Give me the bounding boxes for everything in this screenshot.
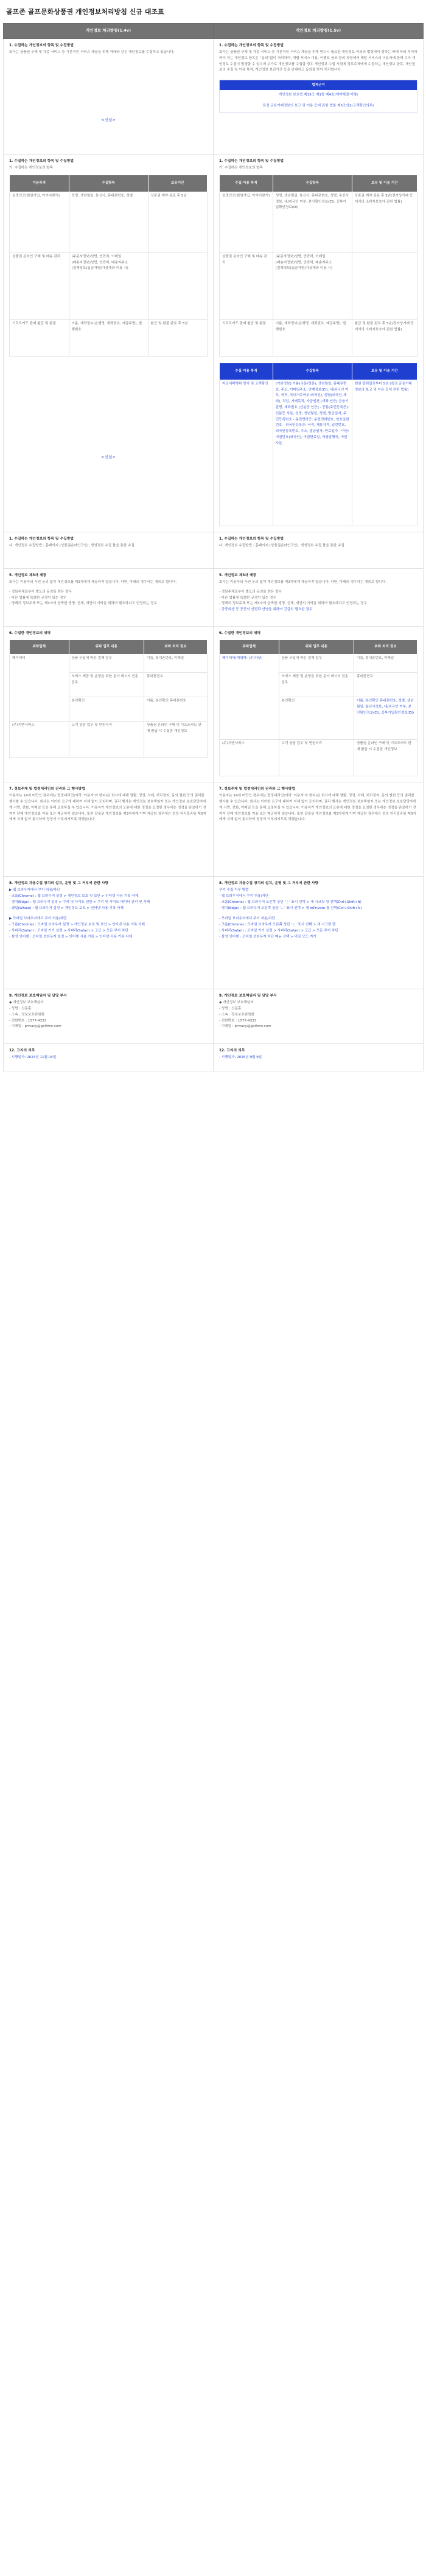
list-item: ▶ 모바일 브라우저에서 쿠키 허용/차단 xyxy=(9,917,67,921)
right-s1-table xyxy=(214,155,424,532)
table-cell: 본인확인 xyxy=(69,697,144,722)
list-item: - 명백히 정보주체 또는 제3자의 급박한 생명, 신체, 재산의 이익을 위하여 필요하다고 인정되는 경우 xyxy=(219,602,367,606)
table-cell: [기본정보] 이름(국문/영문), 생년월일, 휴대폰번호, 주소, 이메일주소, 연계정보(CI), 내/외국인 여부, 국적, 국내거주여부(외국인), 성별(외국인-제외), 직업, 거래목적, 자금원천 [계좌 인증] 금융기관명, 계좌번호 [신분증 인증] - 공통(주민등록증): 신분증 사본, 성명, 생년월일, 성별, 발급일자, 주민등록번호 - 운전면허증: 운전면허번호, 암호일련번호 - 외국인등록증: 국적, 체류자격, 일련번호, 외국인등록번호, 주소, 발급일자, 만료일자 - 여권: 여권번호(외국인), 여권만료일, 여권발행국, 여권사본 xyxy=(273,380,352,526)
page-title: 골프존 골프문화상품권 개인정보처리방침 신규 대조표 xyxy=(6,8,164,16)
list-item: - 소속 : 정보보호위원회 xyxy=(9,1012,44,1017)
right-s12 xyxy=(214,1044,424,1071)
right-s6 xyxy=(214,626,424,782)
list-item: - 전화번호 : 1577-4333 xyxy=(219,1018,257,1023)
table-cell: 서비스 제공 및 운영을 위한 문자 메시지 전송 업무 xyxy=(69,673,144,697)
table-cell: 이름, 휴대폰번호, 이메일 xyxy=(144,655,208,673)
table-cell: 이름, 휴대폰번호, 이메일 xyxy=(354,655,417,673)
table-cell: 본인확인 xyxy=(279,697,354,740)
column-header: 이용목적 xyxy=(10,175,69,192)
table-cell: 실명인증(회원가입, 아이디찾기) xyxy=(220,192,273,252)
list-item: 쿠키 수집 거부 방법 xyxy=(219,888,249,893)
right-s7 xyxy=(214,782,424,877)
section-title: 9. 개인정보 보호책임자 및 담당 부서 xyxy=(219,994,277,998)
table-cell xyxy=(352,252,417,319)
table-cell: 환급 및 환불 완료 후 5년 xyxy=(148,319,208,356)
left-s1-intro xyxy=(4,39,214,155)
new-label: <신설> xyxy=(101,117,116,122)
table-cell: 고객 상담 업무 및 민원처리 xyxy=(69,722,144,758)
list-item: - 소속 : 정보보호위원회 xyxy=(219,1012,254,1017)
comparison-table xyxy=(3,23,424,1071)
section-text: 나. 개인정보 수집방법 : 홈페이지 (상품권온라인구입), 생성정보 수집 툴을 통한 수집 xyxy=(9,544,134,548)
new-collection-table xyxy=(219,363,417,526)
column-header: 수집항목 xyxy=(273,175,352,192)
left-column-header: 개인정보 처리방침(1.4v) xyxy=(4,24,214,39)
list-item: - 웨일(Whale) : 웹 브라우저 설정 > 개인정보 보호 > 인터넷 사용 기록 삭제 xyxy=(9,906,124,910)
table-cell: 페이레터(재위탁: (주)다날) xyxy=(220,655,279,740)
list-item: - 정보주체로부터 별도의 동의를 받은 경우 xyxy=(219,590,282,594)
left-s5 xyxy=(4,568,214,626)
cookie-guide xyxy=(9,888,208,940)
table-cell: (주)지엔서비스 xyxy=(10,722,69,758)
table-cell: 회원 탈퇴일로부터 5년 (특정 금융거래정보의 보고 및 이용 등에 관한 법률) xyxy=(352,380,417,526)
table-cell xyxy=(148,252,208,319)
table-cell: 상품권 계약 종료 후 5년(전자상거래 등에서의 소비자보호에 관한 법률) xyxy=(352,192,417,252)
outsourcing-table xyxy=(219,639,417,776)
list-item: - 크롬(Chrome) : 모바일 브라우저 설정 > 개인정보 보호 및 보안 > 인터넷 사용 기록 삭제 xyxy=(9,923,145,927)
column-header: 수집·이용 목적 xyxy=(220,175,273,192)
table-cell: 상품 구입에 따른 결제 업무 xyxy=(69,655,144,673)
table-cell: 이름, 계좌정보(은행명, 계좌번호, 예금주명), 발행번호 xyxy=(273,319,352,356)
section-text: 회사는 상품권 구매 및 각종 서비스 등 기본적인 서비스 제공을 위해 반드시 필요한 개인정보 이외의 법령에서 정하는 바에 따라 처리하여야 하는 개인정보 항목은 “동의”없이 처리하며, 개별 서비스 이용, 이벤트 응모 등의 과정에서 해당 서비스의 이용자에 한해 추가 개인정보 수집이 발생할 수 있으며 추가로 개인정보를 수집할 경우 개인정보 수집 시점에 정보주체에게 수집하는 개인정보 항목, 개인정보의 수집 및 이용 목적, 개인정보 보관기간 등을 안내하고 동의를 받아 처리합니다. xyxy=(219,50,417,72)
section-title: 9. 개인정보 보호책임자 및 담당 부서 xyxy=(9,994,67,998)
section-title: 1. 수집하는 개인정보의 항목 및 수집방법 xyxy=(219,44,284,47)
left-s7 xyxy=(4,782,214,877)
list-item: - 사파리(Safari) : 모바일 기기 설정 > 사파리(Safari) > 고급 > 모든 쿠키 차단 xyxy=(9,928,128,933)
list-item: - 크롬(Chrome) : 웹 브라우저 오른쪽 상단 ‘⋮’ 표시 선택 > 새 시크릿 창 선택(Ctrl+Shift+N) xyxy=(219,900,361,904)
table-cell: 자금세탁행위 방지 및 고객확인 xyxy=(220,380,273,526)
table-cell: 실명인증(회원가입, 아이디찾기) xyxy=(10,192,69,252)
right-column-header: 개인정보 처리방침(1.5v) xyxy=(214,24,424,39)
section-text: 회사는 상품권 구매 및 각종 서비스 등 기본적인 서비스 제공을 위해 아래와 같은 개인정보를 수집하고 있습니다. xyxy=(9,50,175,55)
list-item: - 모바일 브라우저에서 쿠키 허용/차단 xyxy=(219,917,276,921)
section-title: 12. 고지의 의무 xyxy=(219,1049,245,1053)
list-item: - 크롬(Chrome) : 모바일 브라우저 오른쪽 상단 ‘⋮’ 표시 선택 > 새 시크릿 탭 xyxy=(219,923,336,927)
right-s1-method xyxy=(214,532,424,568)
section-title: 6. 수집한 개인정보의 위탁 xyxy=(219,631,261,635)
legal-basis-header: 법적근거 xyxy=(220,80,417,90)
column-header: 보유 및 이용 기간 xyxy=(352,175,417,192)
list-item: - 명백히 정보주체 또는 제3자의 급박한 생명, 신체, 재산의 이익을 위하여 필요하다고 인정되는 경우 xyxy=(9,602,157,606)
collection-table xyxy=(219,175,417,357)
list-item: - 이메일 : privacy@golfzon.com xyxy=(219,1025,271,1029)
new-label: <신설> xyxy=(101,454,116,459)
table-cell: 성명, 생년월일, 통신사, 휴대폰번호, 성별, 통신사정보, 내/외국인 여부, 본인확인정보(CI), 중복가입확인정보(DI) xyxy=(273,192,352,252)
column-header: 수집·이용 목적 xyxy=(220,363,273,380)
section-text: 회사는 이용자의 사전 동의 없이 개인정보를 제3자에게 제공하지 않습니다. 다만, 아래의 경우에는 예외로 합니다. xyxy=(219,580,387,585)
table-cell: 기프트카드 판매 환급 및 환불 xyxy=(10,319,69,356)
list-item: ▶ 웹 브라우저에서 쿠키 허용/차단 xyxy=(9,888,60,893)
legal-basis-box xyxy=(219,80,417,113)
legal-basis-line: 특정 금융거래정보의 보고 및 이용 등에 관한 법률 제5조의2(고객확인의무) xyxy=(262,104,374,108)
column-header: 위탁 처리 정보 xyxy=(144,640,208,655)
table-cell: 이름, 계좌정보(은행명, 계좌번호, 예금주명), 발행번호 xyxy=(69,319,148,356)
legal-basis-line: 개인정보 보호법 제15조 제1항 제4호(계약체결·이행) xyxy=(278,93,358,97)
list-item: - 삼성 인터넷 : 모바일 브라우저 하단 메뉴 선택 > 비밀 모드 켜기 xyxy=(219,935,316,939)
list-item: - 성명 : 신동훈 xyxy=(219,1006,242,1011)
table-cell: 환급 및 환불 완료 후 5년(전자상거래 등에서의 소비자보호에 관한 법률) xyxy=(352,319,417,356)
table-cell: (주)지엔서비스 xyxy=(220,740,279,776)
left-s12 xyxy=(4,1044,214,1071)
column-header: 보유기간 xyxy=(148,175,208,192)
list-item: - 이메일 : privacy@golfzon.com xyxy=(9,1025,61,1029)
section-text: 이용자는 14세 미만인 경우에는 법정대리인(이하 ‘이용자’라 한다)은 회사에 대해 열람, 정정, 삭제, 처리정지, 동의 철회 등의 권리를 행사할 수 있습니다. 회사는 이러한 요구에 대하여 지체 없이 조치하며, 권리 행사는 개인정보 보호책임자 또는 개인정보 보호담당자에게 서면, 전화, 이메일 등을 통해 요청하실 수 있습니다. 이용자가 개인정보의 오류에 대한 정정을 요청한 경우에는 정정을 완료하기 전까지 당해 개인정보를 이용 또는 제공하지 않습니다. 또한 잘못된 개인정보를 제3자에게 이미 제공한 경우에는 정정 처리결과를 제3자에게 지체 없이 통지하여 정정이 이루어지도록 하겠습니다. xyxy=(9,794,206,822)
table-cell: 상품권 온라인 구매 및 배송 관리 xyxy=(220,252,273,319)
list-item: - 크롬(Chrome) : 웹 브라우저 설정 > 개인정보 보호 및 보안 > 인터넷 사용 기록 삭제 xyxy=(9,894,139,898)
right-s9 xyxy=(214,989,424,1044)
section-title: 8. 개인정보 자동수집 장치의 설치, 운영 및 그 거부에 관한 사항 xyxy=(219,882,319,886)
list-item: - 다른 법률에 특별한 규정이 있는 경우 xyxy=(219,596,276,600)
list-item: - 성명 : 신동훈 xyxy=(9,1006,32,1011)
left-s1-table xyxy=(4,155,214,532)
right-s8 xyxy=(214,877,424,989)
table-cell: 상품권 온라인 구매 및 기프트카드 판매 환급 시 수집한 개인정보 xyxy=(354,740,417,776)
column-header: 위탁업체 xyxy=(220,640,279,655)
list-item: - 전화번호 : 1577-4333 xyxy=(9,1018,47,1023)
section-text: 회사는 이용자의 사전 동의 없이 개인정보를 제3자에게 제공하지 않습니다. 다만, 아래의 경우에는 예외로 합니다. xyxy=(9,580,177,585)
section-title: 1. 수집하는 개인정보의 항목 및 수집방법 xyxy=(9,159,74,163)
list-item: - 정보주체로부터 별도의 동의를 받은 경우 xyxy=(9,590,72,594)
left-s8 xyxy=(4,877,214,989)
section-title: 6. 수집한 개인정보의 위탁 xyxy=(9,631,51,635)
effective-date: - 시행일자: 2025년 9월 9일 xyxy=(219,1056,262,1060)
list-item: - 엣지(Edge) : 웹 브라우저 설정 > 쿠키 및 사이트 권한 > 쿠키 및 사이트 데이터 관리 및 삭제 xyxy=(9,900,150,904)
cookie-guide xyxy=(219,888,417,940)
table-cell: 상품권 계약 종료 후 5년 xyxy=(148,192,208,252)
new-list-item: - 공중위생 등 공공의 안전과 안녕을 위하여 긴급히 필요한 경우 xyxy=(219,608,313,612)
section-title: 5. 개인정보 제3자 제공 xyxy=(9,573,47,577)
left-s1-method xyxy=(4,532,214,568)
table-cell: 기프트카드 판매 환급 및 환불 xyxy=(220,319,273,356)
table-cell: 서비스 제공 및 운영을 위한 문자 메시지 전송 업무 xyxy=(279,673,354,697)
list-item: - 삼성 인터넷 : 모바일 브라우저 설정 > 인터넷 사용 기록 > 인터넷 사용 기록 삭제 xyxy=(9,935,133,939)
section-title: 12. 고지의 의무 xyxy=(9,1049,35,1053)
table-cell: 이름, 본인확인 휴대폰번호, 성별, 생년월일, 통신사정보, 내/외국인 여부, 본인확인정보(CI), 중복가입확인정보(DI) xyxy=(354,697,417,740)
column-header: 위탁 업무 내용 xyxy=(279,640,354,655)
table-cell: (주문자정보)성명, 연락처, 이메일 (배송지정보)성명, 연락처, 배송지주소 (결제정보)입금자명(가상계좌 이용 시) xyxy=(273,252,352,319)
list-item: ◆ 개인정보 보호책임자 xyxy=(219,1001,254,1005)
section-title: 1. 수집하는 개인정보의 항목 및 수집방법 xyxy=(9,537,74,541)
list-item: - 웹 브라우저에서 쿠키 허용/차단 xyxy=(219,894,269,898)
section-title: 7. 정보주체 및 법정대리인의 권리와 그 행사방법 xyxy=(219,787,295,792)
section-subtitle: 가. 수집하는 개인정보의 항목 xyxy=(219,166,263,170)
list-item: ◆ 개인정보 보호책임자 xyxy=(9,1001,44,1005)
column-header: 수집항목 xyxy=(273,363,352,380)
outsourcing-table xyxy=(9,639,208,758)
table-cell: 이름, 본인확인 휴대폰번호 xyxy=(144,697,208,722)
section-text: 이용자는 14세 미만인 경우에는 법정대리인(이하 ‘이용자’라 한다)은 회사에 대해 열람, 정정, 삭제, 처리정지, 동의 철회 등의 권리를 행사할 수 있습니다. 회사는 이러한 요구에 대하여 지체 없이 조치하며, 권리 행사는 개인정보 보호책임자 또는 개인정보 보호담당자에게 서면, 전화, 이메일 등을 통해 요청하실 수 있습니다. 이용자가 개인정보의 오류에 대한 정정을 요청한 경우에는 정정을 완료하기 전까지 당해 개인정보를 이용 또는 제공하지 않습니다. 또한 잘못된 개인정보를 제3자에게 이미 제공한 경우에는 정정 처리결과를 제3자에게 지체 없이 통지하여 정정이 이루어지도록 하겠습니다. xyxy=(219,794,416,822)
section-title: 7. 정보주체 및 법정대리인의 권리와 그 행사방법 xyxy=(9,787,85,792)
table-cell: 상품권 온라인 구매 및 배송 관리 xyxy=(10,252,69,319)
column-header: 위탁 업무 내용 xyxy=(69,640,144,655)
left-s6 xyxy=(4,626,214,782)
right-s5 xyxy=(214,568,424,626)
section-title: 5. 개인정보 제3자 제공 xyxy=(219,573,257,577)
section-text: 나. 개인정보 수집방법 : 홈페이지 (상품권온라인구입), 생성정보 수집 툴을 통한 수집 xyxy=(219,544,344,548)
section-title: 1. 수집하는 개인정보의 항목 및 수집방법 xyxy=(219,159,284,163)
table-cell: 성명, 생년월일, 통신사, 휴대폰번호, 성별 xyxy=(69,192,148,252)
table-cell: 고객 상담 업무 및 민원처리 xyxy=(279,740,354,776)
effective-date: - 시행일자: 2024년 11월 04일 xyxy=(9,1056,57,1060)
section-title: 1. 수집하는 개인정보의 항목 및 수집방법 xyxy=(219,537,284,541)
column-header: 위탁업체 xyxy=(10,640,69,655)
table-cell: (주문자정보)성명, 연락처, 이메일 (배송지정보)성명, 연락처, 배송지주소 (결제정보)입금자명(가상계좌 이용 시) xyxy=(69,252,148,319)
table-cell: 페이레터 xyxy=(10,655,69,722)
column-header: 위탁 처리 정보 xyxy=(354,640,417,655)
column-header: 보유 및 이용 기간 xyxy=(352,363,417,380)
column-header: 수집항목 xyxy=(69,175,148,192)
collection-table xyxy=(9,175,208,357)
left-s9 xyxy=(4,989,214,1044)
section-title: 8. 개인정보 자동수집 장치의 설치, 운영 및 그 거부에 관한 사항 xyxy=(9,882,109,886)
section-title: 1. 수집하는 개인정보의 항목 및 수집방법 xyxy=(9,44,74,47)
list-item: - 사파리(Safari) : 모바일 기기 설정 > 사파리(Safari) > 고급 > 모든 쿠키 차단 xyxy=(219,928,338,933)
right-s1-intro xyxy=(214,39,424,155)
table-cell: 휴대폰번호 xyxy=(144,673,208,697)
table-cell: 상품 구입에 따른 결제 업무 xyxy=(279,655,354,673)
list-item: - 다른 법률에 특별한 규정이 있는 경우 xyxy=(9,596,66,600)
table-cell: 휴대폰번호 xyxy=(354,673,417,697)
table-cell: 상품권 온라인 구매 및 기프트카드 판매 환급 시 수집한 개인정보 xyxy=(144,722,208,758)
section-subtitle: 가. 수집하는 개인정보의 항목 xyxy=(9,166,53,170)
list-item: - 엣지(Edge) : 웹 브라우저 오른쪽 상단 ‘…’ 표시 선택 > 새 InPrivate 창 선택(Ctrl+Shift+N) xyxy=(219,906,362,910)
